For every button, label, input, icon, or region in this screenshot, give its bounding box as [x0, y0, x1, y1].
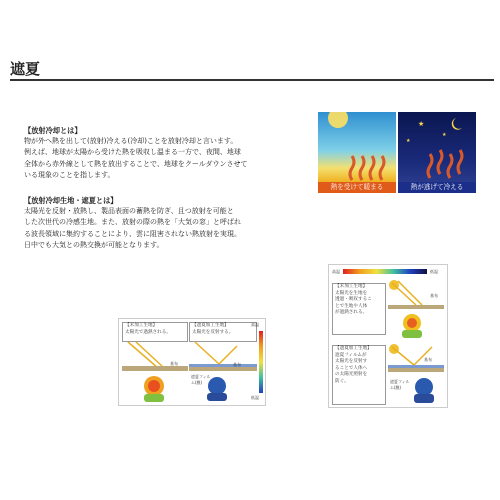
section-line: いる現象のことを指します。 — [24, 171, 115, 180]
treated-panel — [332, 343, 444, 405]
section-line: 物が外へ熱を出して(放射)冷える(冷却)ことを放射冷却と言います。 — [24, 137, 238, 145]
cloth-label: 基布 — [430, 293, 438, 298]
untreated-illustration — [122, 340, 188, 402]
day-night-illustration — [318, 112, 476, 194]
treated-text: 太陽光を反射する。 — [192, 329, 234, 335]
comparison-figure-right — [328, 264, 448, 408]
untreated-line: 透過・吸収するこ — [335, 297, 372, 303]
day-scene-image — [318, 112, 396, 182]
scale-low-label: 低温 — [430, 269, 438, 274]
treated-line: ることで人体へ — [335, 365, 368, 371]
section-line: 太陽光を反射・放熱し、製品表面の蓄熱を防ぎ、且つ放射を可能と — [24, 207, 234, 215]
untreated-line: とで生地や人体 — [335, 303, 368, 309]
section-heading: 【放射冷却生地・遮夏とは】 — [24, 196, 118, 205]
film-label: 遮夏フィルム(膜) — [390, 379, 410, 390]
section-line: る波長領域に集約することにより、雲に阻害されない熱放射を実現。 — [24, 229, 241, 238]
comparison-figure-left — [118, 318, 266, 406]
section-line: した次世代の冷感生地。また、放射の際の熱を「大気の窓」と呼ばれ — [24, 218, 241, 227]
untreated-text: 太陽光で過熱される。 — [125, 329, 171, 335]
cloth-label: 基布 — [424, 357, 432, 362]
treated-line: の太陽光照射を — [335, 372, 368, 378]
treated-line: 防ぐ。 — [335, 378, 349, 384]
treated-line: 太陽光を反射す — [335, 359, 368, 365]
untreated-line: 太陽光を生地を — [335, 290, 368, 296]
untreated-illustration — [388, 279, 444, 339]
untreated-line: が過熱される。 — [335, 310, 368, 316]
scale-high-label: 高温 — [332, 269, 340, 274]
untreated-label-box — [122, 322, 188, 342]
scale-high-label: 高温 — [251, 322, 259, 327]
night-caption: 熱が逃げて冷える — [398, 182, 476, 193]
treated-label: 【遮夏加工生地】 — [192, 323, 229, 328]
svg-text:★: ★ — [406, 138, 411, 144]
untreated-label-box — [332, 283, 386, 335]
treated-illustration — [189, 340, 257, 402]
section-heading: 【放射冷却とは】 — [24, 126, 82, 135]
treated-illustration — [388, 343, 444, 405]
treated-panel — [189, 322, 257, 402]
svg-text:★: ★ — [418, 120, 425, 128]
section-line: 例えば、地球が太陽から受けた熱を吸収し温まる一方で、夜間、地球 — [24, 148, 241, 157]
temperature-scale — [343, 269, 427, 274]
treated-label-box — [189, 322, 257, 342]
title-divider — [10, 79, 494, 81]
film-label: 遮夏フィルム(膜) — [191, 374, 211, 385]
untreated-panel — [332, 279, 444, 339]
untreated-panel — [122, 322, 188, 402]
cloth-label: 基布 — [233, 362, 241, 367]
day-panel — [318, 112, 396, 182]
section-line: 全体から赤外線として熱を放出することで、地球をクールダウンさせて — [24, 159, 248, 168]
day-caption: 熱を受けて暖まる — [318, 182, 396, 193]
section-radiative-cooling — [24, 126, 314, 182]
treated-label-box — [332, 345, 386, 405]
section-line: 日中でも大気との熱交換が可能となります。 — [24, 241, 164, 250]
page-title: 遮夏 — [10, 60, 41, 78]
svg-text:★: ★ — [442, 132, 447, 138]
cloth-label: 基布 — [170, 361, 178, 366]
night-panel — [398, 112, 476, 182]
scale-low-label: 低温 — [251, 395, 259, 400]
section-shaka-fabric — [24, 196, 314, 252]
night-scene-image — [398, 112, 476, 182]
treated-label: 【遮夏加工生地】 — [335, 346, 372, 351]
treated-line: 遮夏フィルムが — [335, 352, 367, 358]
untreated-label: 【未加工生地】 — [335, 284, 368, 289]
temperature-scale — [259, 331, 263, 393]
untreated-label: 【未加工生地】 — [125, 323, 158, 328]
